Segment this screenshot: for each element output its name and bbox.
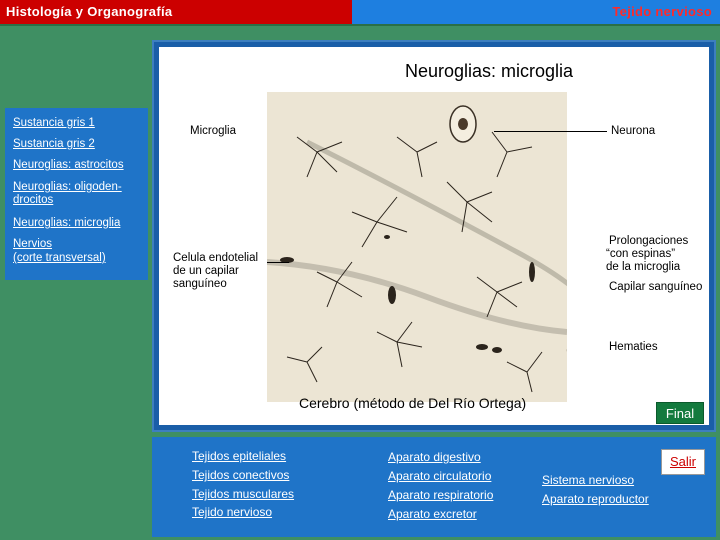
- sidebar-item-oligodendrocitos[interactable]: Neuroglias: oligoden-: [13, 181, 122, 193]
- label-neurona: Neurona: [611, 125, 656, 137]
- label-prolongaciones-2: “con espinas”: [606, 248, 676, 260]
- label-celula-endotelial-2: de un capilar: [173, 265, 239, 277]
- label-prolongaciones-3: de la microglia: [606, 261, 681, 273]
- label-celula-endotelial-1: Celula endotelial: [173, 252, 259, 264]
- sidebar-item-oligodendrocitos-cont[interactable]: drocitos: [13, 194, 54, 206]
- exit-button[interactable]: Salir: [661, 449, 705, 475]
- sidebar-item-sustancia-gris-1[interactable]: Sustancia gris 1: [13, 117, 95, 129]
- section-title: Tejido nervioso: [352, 0, 720, 24]
- nav-aparato-circulatorio[interactable]: Aparato circulatorio: [388, 469, 492, 483]
- label-prolongaciones-1: Prolongaciones: [609, 235, 689, 247]
- header-divider: [0, 24, 720, 26]
- sidebar-item-nervios-cont[interactable]: (corte transversal): [13, 252, 106, 264]
- sidebar-nav: [5, 108, 148, 280]
- label-microglia: Microglia: [190, 125, 237, 137]
- nav-tejidos-musculares[interactable]: Tejidos musculares: [192, 487, 295, 501]
- leader-line-neurona: [494, 131, 607, 132]
- micrograph-image: [267, 92, 567, 402]
- leader-line-celula: [267, 262, 289, 263]
- nav-tejidos-epiteliales[interactable]: Tejidos epiteliales: [192, 449, 287, 463]
- nav-tejido-nervioso[interactable]: Tejido nervioso: [192, 505, 273, 519]
- page-title: Neuroglias: microglia: [404, 61, 574, 81]
- label-capilar: Capilar sanguíneo: [609, 281, 703, 293]
- content-panel: [152, 40, 716, 432]
- nav-tejidos-conectivos[interactable]: Tejidos conectivos: [192, 468, 290, 482]
- sidebar-item-microglia[interactable]: Neuroglias: microglia: [13, 217, 121, 229]
- sidebar-item-astrocitos[interactable]: Neuroglias: astrocitos: [13, 159, 124, 171]
- bottom-nav: [152, 437, 716, 537]
- nav-aparato-excretor[interactable]: Aparato excretor: [388, 507, 477, 521]
- nav-aparato-reproductor[interactable]: Aparato reproductor: [542, 492, 649, 506]
- label-hematies: Hematies: [609, 341, 658, 353]
- final-button[interactable]: Final: [656, 402, 704, 424]
- content-area: [159, 47, 709, 425]
- nav-aparato-digestivo[interactable]: Aparato digestivo: [388, 450, 481, 464]
- nav-sistema-nervioso[interactable]: Sistema nervioso: [542, 473, 635, 487]
- image-caption: Cerebro (método de Del Río Ortega): [299, 395, 527, 411]
- sidebar-item-nervios[interactable]: Nervios: [13, 238, 52, 250]
- course-title: Histología y Organografía: [0, 0, 352, 24]
- nav-aparato-respiratorio[interactable]: Aparato respiratorio: [388, 488, 494, 502]
- microglia-micrograph: [267, 92, 567, 402]
- label-celula-endotelial-3: sanguíneo: [173, 278, 227, 290]
- sidebar-item-sustancia-gris-2[interactable]: Sustancia gris 2: [13, 138, 95, 150]
